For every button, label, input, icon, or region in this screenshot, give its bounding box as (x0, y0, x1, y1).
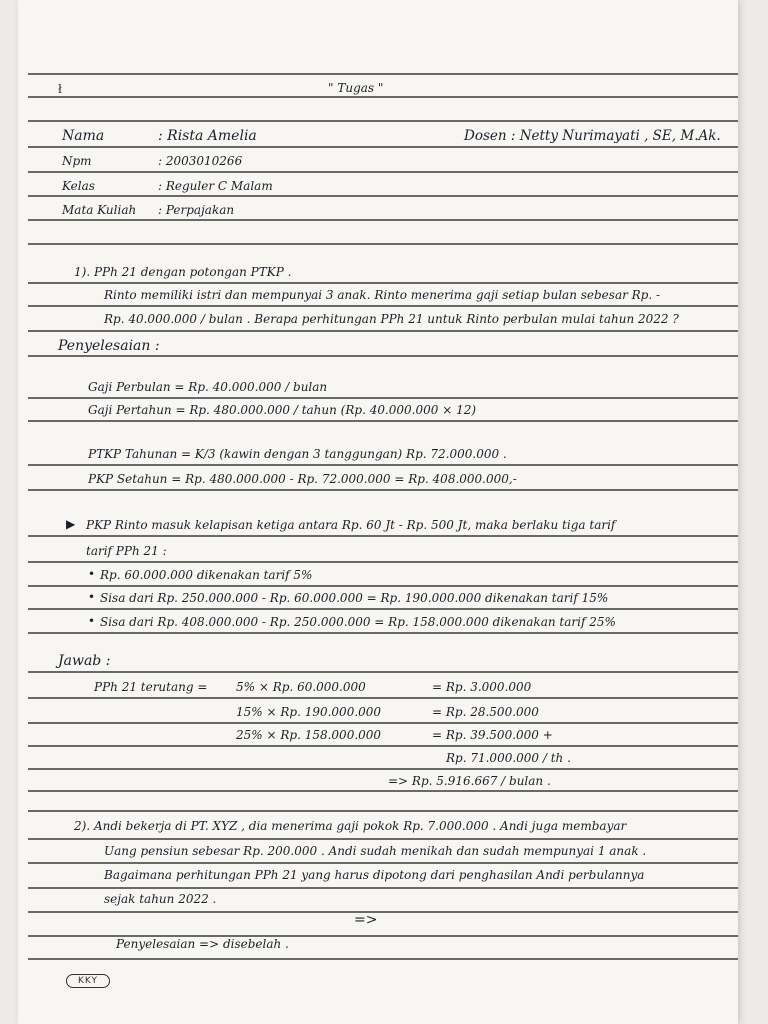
ruled-line (28, 120, 738, 122)
ruled-line (28, 790, 738, 792)
gaji-perbulan: Gaji Perbulan = Rp. 40.000.000 / bulan (88, 380, 328, 394)
ruled-line (28, 96, 738, 98)
ruled-line (28, 330, 738, 332)
dosen-text: Dosen : Netty Nurimayati , SE, M.Ak. (464, 128, 721, 144)
notebook-page (18, 0, 738, 1024)
ruled-line (28, 722, 738, 724)
ruled-line (28, 489, 738, 491)
jawab-label: Jawab : (58, 653, 111, 669)
calc-row2-left: 15% × Rp. 190.000.000 (236, 705, 382, 719)
ruled-line (28, 911, 738, 913)
ruled-line (28, 608, 738, 610)
calc-row3-left: 25% × Rp. 158.000.000 (236, 728, 382, 742)
q2-line2: Uang pensiun sebesar Rp. 200.000 . Andi sudah menikah dan sudah mempunyai 1 anak . (104, 844, 647, 858)
ruled-line (28, 195, 738, 197)
tarif-bullet-2: Sisa dari Rp. 250.000.000 - Rp. 60.000.000 = Rp. 190.000.000 dikenakan tarif 15% (100, 591, 609, 605)
ruled-line (28, 745, 738, 747)
ruled-line (28, 561, 738, 563)
calc-row2-right: = Rp. 28.500.000 (432, 705, 539, 719)
calc-row3-right: = Rp. 39.500.000 + (432, 728, 553, 742)
calc-total: Rp. 71.000.000 / th . (446, 751, 571, 765)
ptkp-tahunan: PTKP Tahunan = K/3 (kawin dengan 3 tanggungan) Rp. 72.000.000 . (88, 447, 507, 461)
ruled-line (28, 219, 738, 221)
ruled-line (28, 838, 738, 840)
calc-label: PPh 21 terutang = (94, 680, 208, 694)
page-mark: ł (58, 82, 62, 96)
assignment-title: " Tugas " (328, 81, 384, 95)
gaji-pertahun: Gaji Pertahun = Rp. 480.000.000 / tahun (Rp. 40.000.000 × 12) (88, 403, 477, 417)
lapisan-line1: PKP Rinto masuk kelapisan ketiga antara Rp. 60 Jt - Rp. 500 Jt, maka berlaku tiga tarif (86, 518, 616, 532)
ruled-line (28, 632, 738, 634)
kelas-value: : Reguler C Malam (158, 179, 273, 193)
q2-penyelesaian: Penyelesaian => disebelah . (116, 937, 289, 951)
lapisan-line2: tarif PPh 21 : (86, 544, 167, 558)
calc-row1-right: = Rp. 3.000.000 (432, 680, 532, 694)
ruled-line (28, 535, 738, 537)
nama-label: Nama (62, 128, 105, 144)
ruled-line (28, 171, 738, 173)
npm-label: Npm (62, 154, 92, 168)
triangle-bullet-icon: ▶ (66, 517, 76, 531)
ruled-line (28, 305, 738, 307)
q1-heading: 1). PPh 21 dengan potongan PTKP . (74, 265, 292, 279)
tarif-bullet-3: Sisa dari Rp. 408.000.000 - Rp. 250.000.000 = Rp. 158.000.000 dikenakan tarif 25% (100, 615, 616, 629)
brand-tag: KKY (66, 974, 110, 988)
ruled-line (28, 862, 738, 864)
ruled-line (28, 397, 738, 399)
calc-monthly: => Rp. 5.916.667 / bulan . (388, 774, 551, 788)
ruled-line (28, 464, 738, 466)
tarif-bullet-1: Rp. 60.000.000 dikenakan tarif 5% (100, 568, 313, 582)
q2-arrow: => (354, 912, 378, 928)
pkp-setahun: PKP Setahun = Rp. 480.000.000 - Rp. 72.000.000 = Rp. 408.000.000,- (88, 472, 517, 486)
ruled-line (28, 355, 738, 357)
ruled-line (28, 958, 738, 960)
npm-value: : 2003010266 (158, 154, 243, 168)
ruled-line (28, 697, 738, 699)
ruled-line (28, 810, 738, 812)
q1-line2: Rp. 40.000.000 / bulan . Berapa perhitungan PPh 21 untuk Rinto perbulan mulai tahun 2022 ? (104, 312, 679, 326)
ruled-line (28, 887, 738, 889)
ruled-line (28, 768, 738, 770)
nama-value: : Rista Amelia (158, 128, 257, 144)
ruled-line (28, 671, 738, 673)
ruled-line (28, 73, 738, 75)
q1-penyelesaian: Penyelesaian : (58, 338, 160, 354)
dot-bullet-icon: • (88, 567, 96, 581)
ruled-line (28, 585, 738, 587)
dot-bullet-icon: • (88, 614, 96, 628)
q2-line1: 2). Andi bekerja di PT. XYZ , dia menerima gaji pokok Rp. 7.000.000 . Andi juga membayar (74, 819, 627, 833)
q1-line1: Rinto memiliki istri dan mempunyai 3 anak. Rinto menerima gaji setiap bulan sebesar Rp. - (104, 288, 661, 302)
q2-line3: Bagaimana perhitungan PPh 21 yang harus dipotong dari penghasilan Andi perbulannya (104, 868, 645, 882)
dot-bullet-icon: • (88, 590, 96, 604)
ruled-line (28, 282, 738, 284)
matkul-label: Mata Kuliah (62, 203, 137, 217)
matkul-value: : Perpajakan (158, 203, 235, 217)
calc-row1-left: 5% × Rp. 60.000.000 (236, 680, 366, 694)
kelas-label: Kelas (62, 179, 95, 193)
ruled-line (28, 243, 738, 245)
ruled-line (28, 420, 738, 422)
ruled-line (28, 146, 738, 148)
q2-line4: sejak tahun 2022 . (104, 892, 217, 906)
